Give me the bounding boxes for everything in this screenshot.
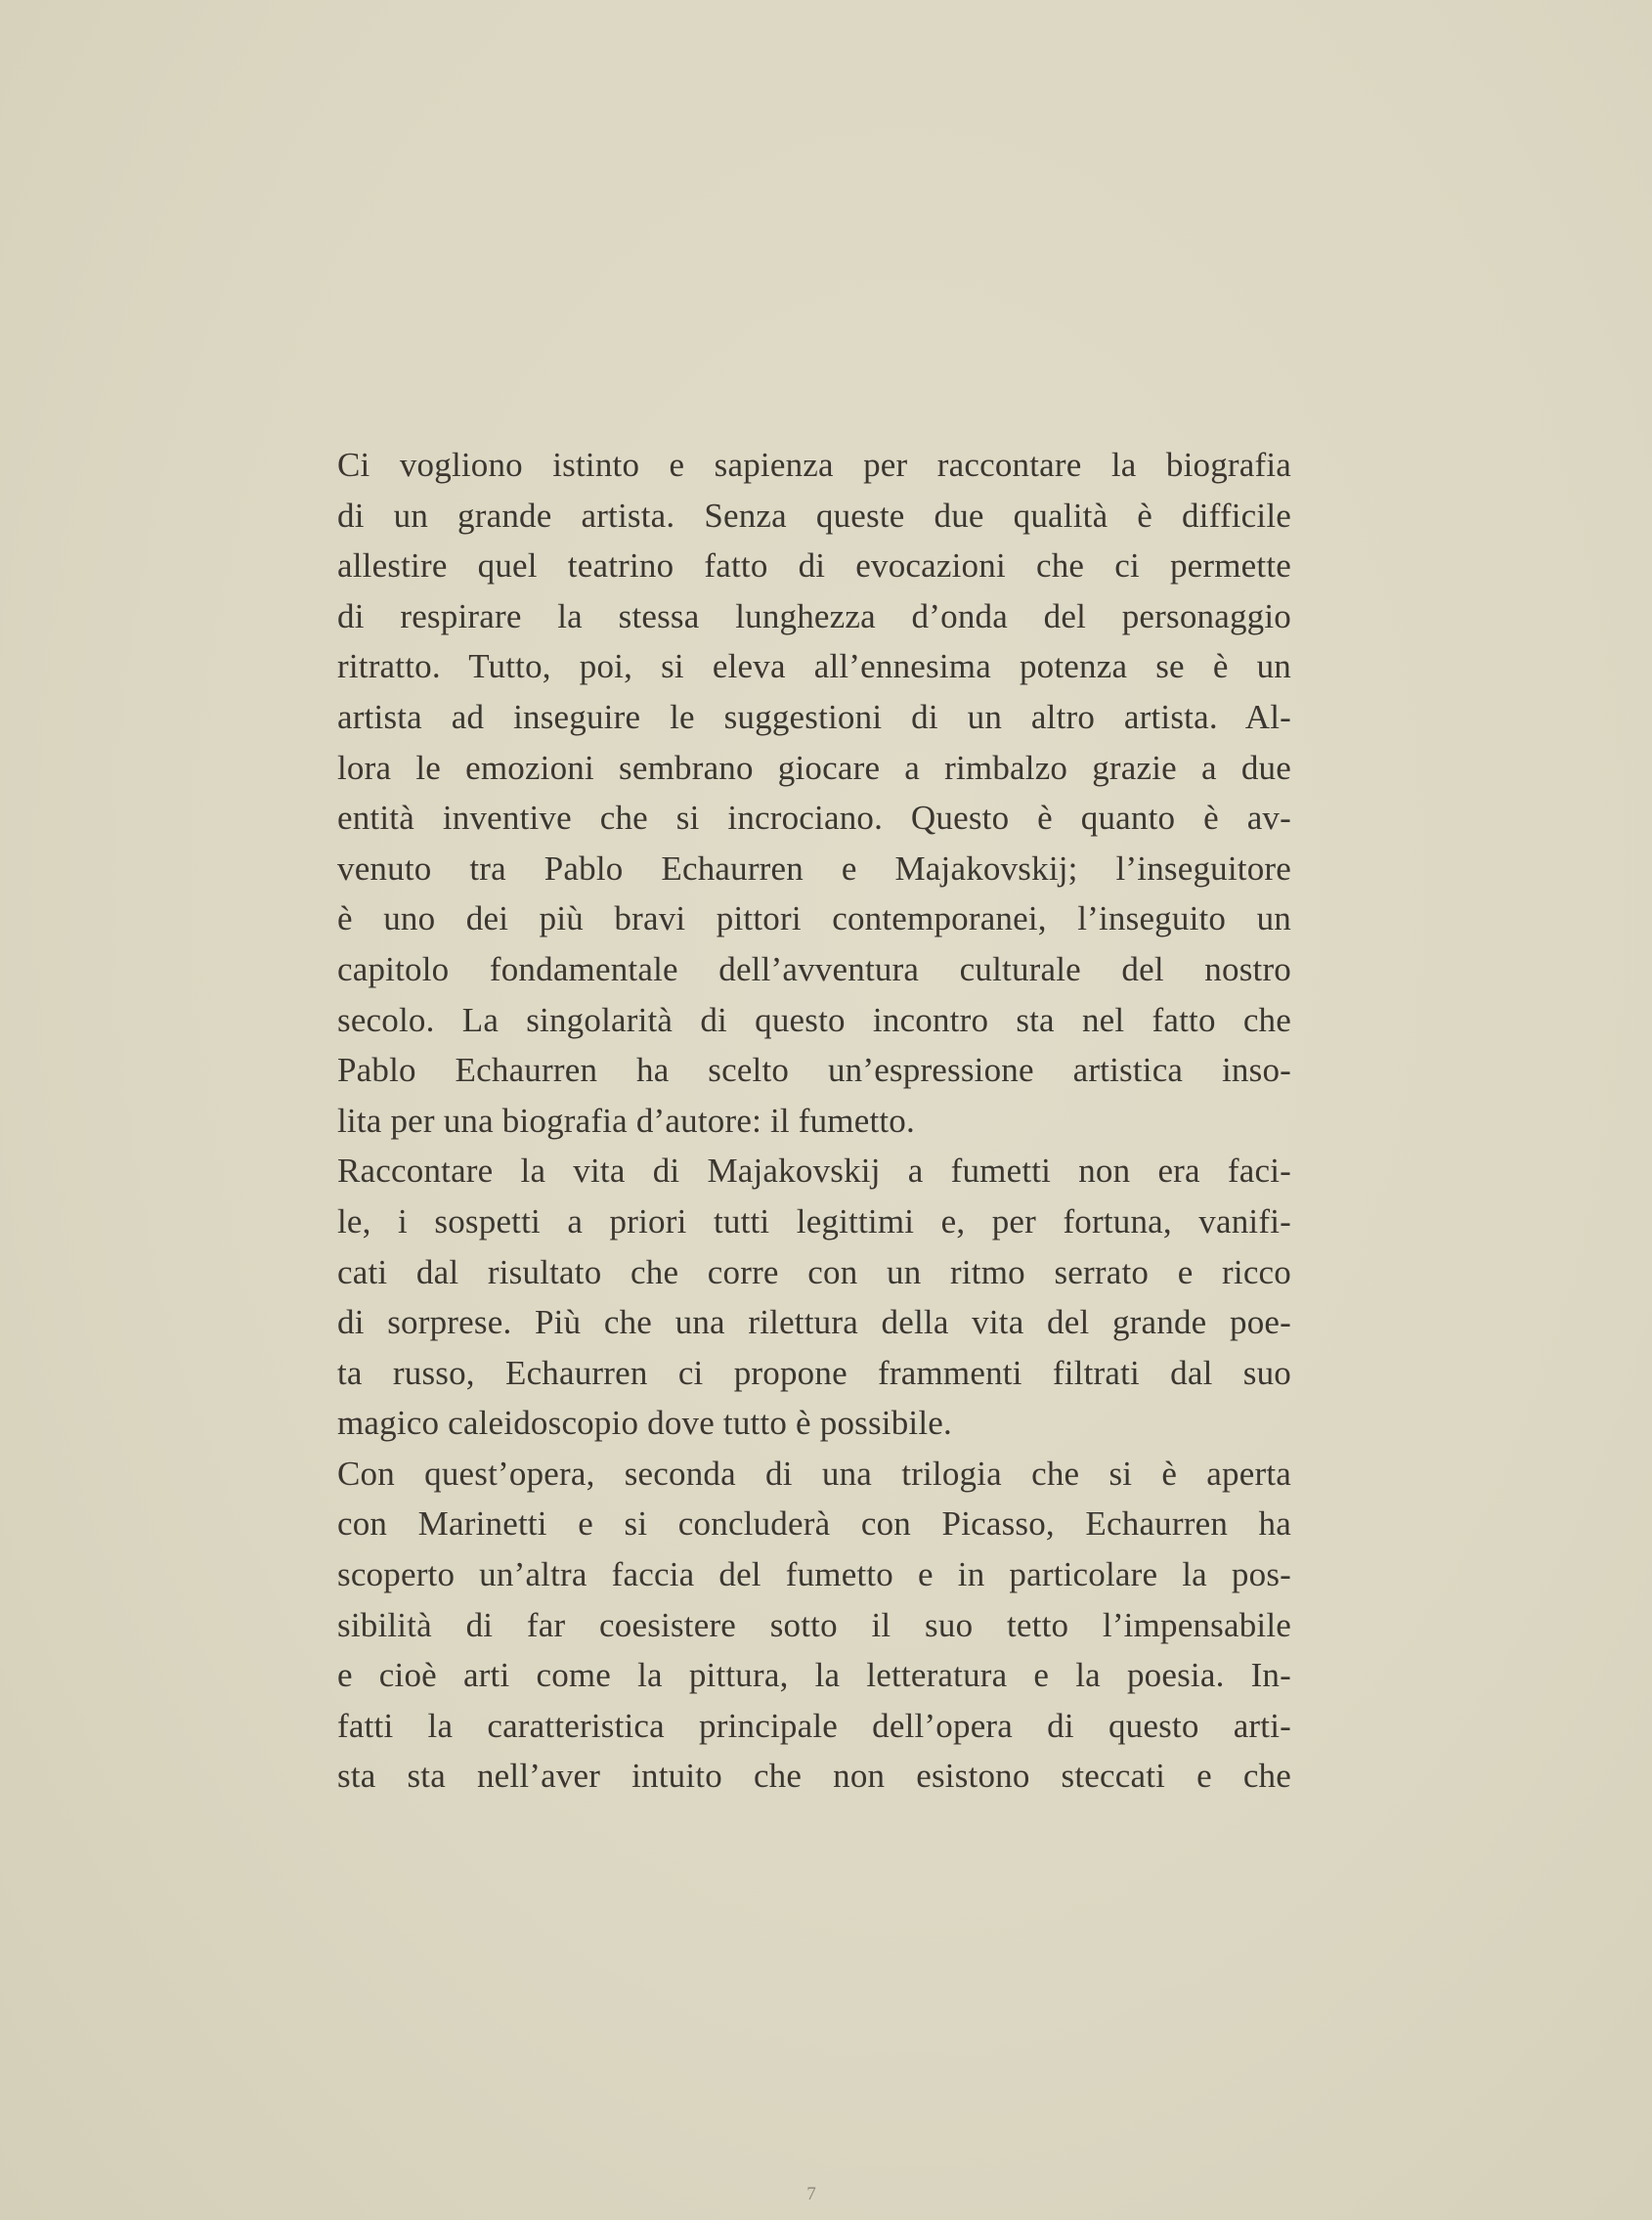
- text-line: artista ad inseguire le suggestioni di un altro artista. Al-: [337, 697, 1291, 736]
- text-line: è uno dei più bravi pittori contemporanei, l’inseguito un: [337, 899, 1291, 938]
- text-line: lora le emozioni sembrano giocare a rimbalzo grazie a due: [337, 748, 1291, 787]
- text-line: secolo. La singolarità di questo incontro sta nel fatto che: [337, 1000, 1291, 1039]
- text-line: magico caleidoscopio dove tutto è possibile.: [337, 1404, 952, 1443]
- page-number: 7: [806, 2184, 816, 2204]
- text-line: lita per una biografia d’autore: il fumetto.: [337, 1101, 915, 1140]
- text-line: Ci vogliono istinto e sapienza per raccontare la biografia: [337, 446, 1291, 484]
- text-line: Raccontare la vita di Majakovskij a fumetti non era faci-: [337, 1152, 1291, 1191]
- text-line: venuto tra Pablo Echaurren e Majakovskij; l’inseguitore: [337, 849, 1291, 888]
- text-line: di sorprese. Più che una rilettura della vita del grande poe-: [337, 1303, 1291, 1342]
- text-line: di un grande artista. Senza queste due qualità è difficile: [337, 496, 1291, 535]
- text-line: Pablo Echaurren ha scelto un’espressione artistica inso-: [337, 1051, 1291, 1090]
- text-line: fatti la caratteristica principale dell’opera di questo arti-: [337, 1706, 1291, 1745]
- text-line: capitolo fondamentale dell’avventura culturale del nostro: [337, 949, 1291, 988]
- text-line: ta russo, Echaurren ci propone frammenti filtrati dal suo: [337, 1353, 1291, 1392]
- text-line: e cioè arti come la pittura, la letteratura e la poesia. In-: [337, 1656, 1291, 1695]
- text-line: di respirare la stessa lunghezza d’onda del personaggio: [337, 596, 1291, 635]
- text-line: sibilità di far coesistere sotto il suo tetto l’impensabile: [337, 1605, 1291, 1644]
- text-line: Con quest’opera, seconda di una trilogia che si è aperta: [337, 1454, 1291, 1493]
- text-line: le, i sospetti a priori tutti legittimi e, per fortuna, vanifi-: [337, 1201, 1291, 1241]
- text-line: allestire quel teatrino fatto di evocazioni che ci permette: [337, 546, 1291, 586]
- text-line: sta sta nell’aver intuito che non esistono steccati e che: [337, 1757, 1291, 1796]
- text-line: scoperto un’altra faccia del fumetto e in particolare la pos-: [337, 1555, 1291, 1594]
- text-line: cati dal risultato che corre con un ritmo serrato e ricco: [337, 1252, 1291, 1291]
- text-line: entità inventive che si incrociano. Questo è quanto è av-: [337, 799, 1291, 838]
- body-text: [337, 440, 1291, 1802]
- text-line: ritratto. Tutto, poi, si eleva all’ennesima potenza se è un: [337, 647, 1291, 686]
- text-line: con Marinetti e si concluderà con Picasso, Echaurren ha: [337, 1504, 1291, 1544]
